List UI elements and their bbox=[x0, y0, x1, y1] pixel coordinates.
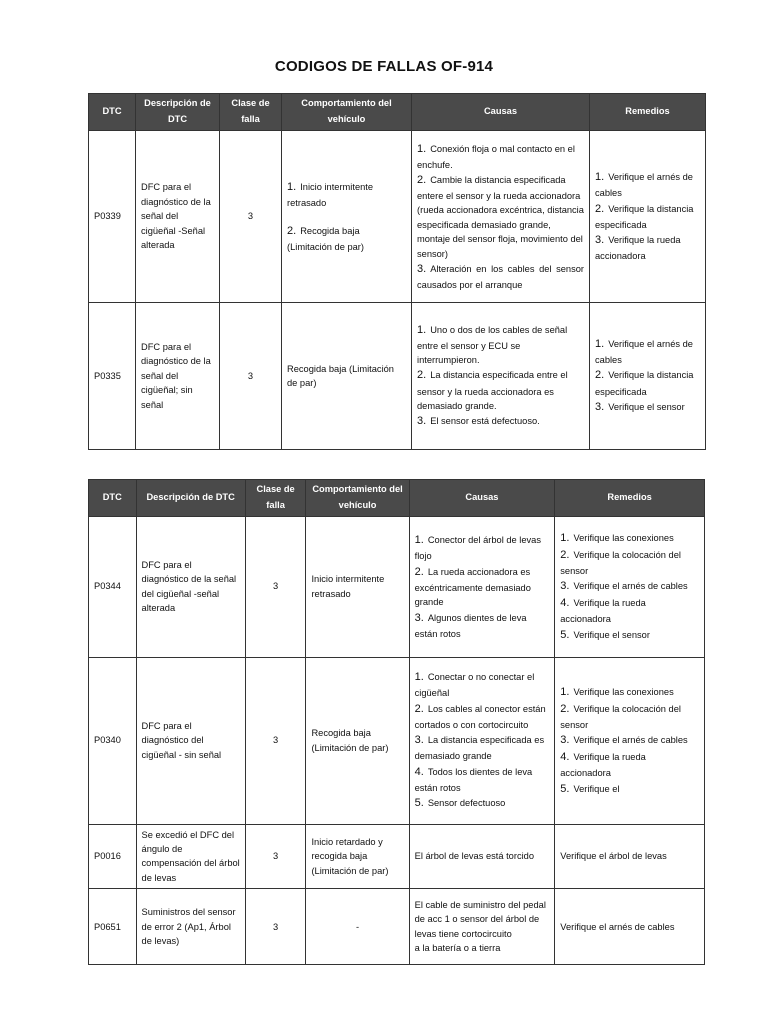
list-item: 1. Verifique el arnés de cables bbox=[595, 171, 693, 199]
dtc-code: P0340 bbox=[89, 657, 137, 824]
header-descripcion: Descripción de DTC bbox=[136, 480, 245, 517]
list-item: 2. Los cables al conector están cortados o con cortocircuito bbox=[414, 702, 546, 730]
dtc-description: Se excedió el DFC del ángulo de compensación del árbol de levas bbox=[136, 824, 245, 889]
list-item: 1. Conector del árbol de levas flojo bbox=[414, 534, 541, 562]
list-item: 5. Verifique el sensor bbox=[560, 628, 650, 641]
document-title: CODIGOS DE FALLAS OF-914 bbox=[274, 58, 494, 75]
dtc-description: DFC para el diagnóstico de la señal del cigüeñal; sin señal bbox=[136, 303, 220, 450]
causes bbox=[409, 657, 555, 824]
remedies: Verifique el arnés de cables bbox=[555, 889, 705, 965]
list-item: 3. Alteración en los cables del sensor causados por el arranque bbox=[417, 263, 584, 291]
dtc-description: DFC para el diagnóstico de la señal del cigüeñal -señal alterada bbox=[136, 516, 245, 657]
table-row bbox=[89, 516, 705, 657]
list-item: 4. Verifique la rueda accionadora bbox=[560, 597, 646, 625]
remedies: Verifique el árbol de levas bbox=[555, 824, 705, 889]
list-item: 3. Verifique el sensor bbox=[595, 400, 685, 413]
header-causas: Causas bbox=[412, 94, 590, 131]
vehicle-behavior: - bbox=[306, 889, 409, 965]
vehicle-behavior: Inicio intermitente retrasado bbox=[306, 516, 409, 657]
list-item: 3. Verifique el arnés de cables bbox=[560, 580, 688, 593]
list-item: 1. Verifique las conexiones bbox=[560, 685, 674, 698]
remedies bbox=[590, 131, 706, 303]
causes bbox=[412, 131, 590, 303]
list-item: 1. Conectar o no conectar el cigüeñal bbox=[414, 671, 535, 699]
dtc-code: P0339 bbox=[89, 131, 136, 303]
list-item: 3. La distancia especificada es demasiado grande bbox=[414, 734, 545, 762]
fault-class: 3 bbox=[245, 657, 306, 824]
table-row bbox=[89, 889, 705, 965]
header-clase: Clase de falla bbox=[220, 94, 282, 131]
header-remedios: Remedios bbox=[555, 480, 705, 517]
dtc-description: Suministros del sensor de error 2 (Ap1, Árbol de levas) bbox=[136, 889, 245, 965]
header-comportamiento: Comportamiento del vehículo bbox=[282, 94, 412, 131]
list-item: 2. La rueda accionadora es excéntricamente demasiado grande bbox=[414, 565, 531, 608]
fault-class: 3 bbox=[245, 824, 306, 889]
header-dtc: DTC bbox=[89, 480, 137, 517]
table-row bbox=[89, 303, 706, 450]
fault-codes-table-1 bbox=[88, 93, 706, 450]
list-item: 1. Verifique las conexiones bbox=[560, 531, 674, 544]
list-item: 2. Cambie la distancia especificada entere el sensor y la rueda accionadora (rueda accionadora excéntrica, distancia especificada demasiado grande, montaje del sensor floja, movimiento del sensor) bbox=[417, 173, 584, 259]
header-remedios: Remedios bbox=[590, 94, 706, 131]
fault-codes-table-2 bbox=[88, 479, 705, 965]
vehicle-behavior bbox=[282, 131, 412, 303]
list-item: 4. Todos los dientes de leva están rotos bbox=[414, 765, 533, 793]
dtc-code: P0344 bbox=[89, 516, 137, 657]
cause-text: a la batería o a tierra bbox=[414, 943, 501, 954]
dtc-code: P0651 bbox=[89, 889, 137, 965]
fault-class: 3 bbox=[245, 889, 306, 965]
list-item: 1. Conexión floja o mal contacto en el enchufe. bbox=[417, 142, 575, 170]
causes: El árbol de levas está torcido bbox=[409, 824, 555, 889]
list-item: 2. Verifique la colocación del sensor bbox=[560, 702, 681, 730]
causes bbox=[409, 889, 555, 965]
table-row bbox=[89, 131, 706, 303]
list-item: 3. Verifique el arnés de cables bbox=[560, 734, 688, 747]
list-item: 4. Verifique la rueda accionadora bbox=[560, 751, 646, 779]
remedies bbox=[590, 303, 706, 450]
fault-class: 3 bbox=[220, 131, 282, 303]
list-item: 1. Uno o dos de los cables de señal entre el sensor y ECU se interrumpieron. bbox=[417, 323, 568, 366]
list-item: 1. Inicio intermitente retrasado bbox=[287, 181, 374, 209]
vehicle-behavior: Inicio retardado y recogida baja (Limitación de par) bbox=[306, 824, 409, 889]
header-clase: Clase de falla bbox=[245, 480, 306, 517]
header-descripcion: Descripción de DTC bbox=[136, 94, 220, 131]
dtc-description: DFC para el diagnóstico de la señal del cigüeñal -Señal alterada bbox=[136, 131, 220, 303]
table-row bbox=[89, 657, 705, 824]
causes bbox=[412, 303, 590, 450]
list-item: 2. Verifique la colocación del sensor bbox=[560, 548, 681, 576]
header-comportamiento: Comportamiento del vehículo bbox=[306, 480, 409, 517]
header-dtc: DTC bbox=[89, 94, 136, 131]
vehicle-behavior: Recogida baja (Limitación de par) bbox=[306, 657, 409, 824]
list-item: 3. El sensor está defectuoso. bbox=[417, 415, 540, 428]
causes bbox=[409, 516, 555, 657]
header-causas: Causas bbox=[409, 480, 555, 517]
cause-text: El cable de suministro del pedal de acc 1 o sensor del árbol de levas tiene cortocircuito bbox=[414, 899, 546, 939]
remedies bbox=[555, 516, 705, 657]
list-item: 2. Recogida baja (Limitación de par) bbox=[287, 224, 364, 252]
table-row bbox=[89, 824, 705, 889]
dtc-code: P0016 bbox=[89, 824, 137, 889]
list-item: 5. Sensor defectuoso bbox=[414, 796, 506, 809]
list-item: 5. Verifique el bbox=[560, 782, 620, 795]
list-item: 3. Algunos dientes de leva están rotos bbox=[414, 611, 527, 639]
vehicle-behavior: Recogida baja (Limitación de par) bbox=[282, 303, 412, 450]
list-item: 2. Verifique la distancia especificada bbox=[595, 369, 694, 397]
fault-class: 3 bbox=[220, 303, 282, 450]
remedies bbox=[555, 657, 705, 824]
list-item: 2. La distancia especificada entre el sensor y la rueda accionadora es demasiado grande. bbox=[417, 369, 568, 411]
list-item: 2. Verifique la distancia especificada bbox=[595, 202, 694, 230]
dtc-description: DFC para el diagnóstico del cigüeñal - sin señal bbox=[136, 657, 245, 824]
list-item: 3. Verifique la rueda accionadora bbox=[595, 234, 681, 262]
dtc-code: P0335 bbox=[89, 303, 136, 450]
fault-class: 3 bbox=[245, 516, 306, 657]
list-item: 1. Verifique el arnés de cables bbox=[595, 338, 693, 366]
